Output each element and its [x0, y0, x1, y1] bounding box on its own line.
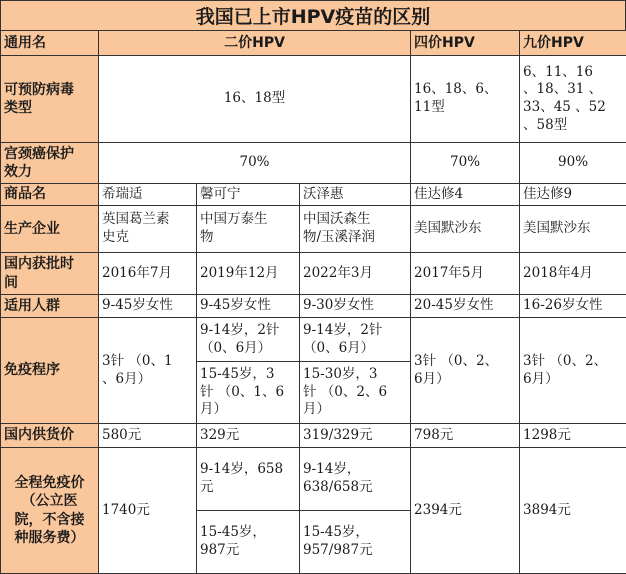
efficacy-quadrivalent: 70%	[411, 143, 520, 184]
table-row	[1, 184, 626, 206]
schedule-cell: 3针 （0、2、 6月）	[411, 318, 520, 424]
approval-cell: 2016年7月	[99, 253, 197, 295]
row-label-brand: 商品名	[1, 184, 99, 206]
approval-cell: 2022年3月	[300, 253, 411, 295]
schedule-cell: 9-14岁，2针 （0、6月）	[197, 318, 300, 362]
row-label-full-price: 全程免疫价 （公立医 院，不含接 种服务费）	[1, 448, 99, 574]
row-label-efficacy: 宫颈癌保护 效力	[1, 143, 99, 184]
table-row	[1, 424, 626, 448]
row-label-maker: 生产企业	[1, 206, 99, 253]
table-row	[1, 295, 626, 318]
table-row	[1, 253, 626, 295]
brand-cell: 佳达修4	[411, 184, 520, 206]
full-price-cell: 3894元	[520, 448, 626, 574]
row-label-types: 可预防病毒 类型	[1, 56, 99, 143]
maker-cell: 美国默沙东	[411, 206, 520, 253]
population-cell: 9-45岁女性	[197, 295, 300, 318]
efficacy-bivalent: 70%	[99, 143, 411, 184]
efficacy-nonavalent: 90%	[520, 143, 626, 184]
maker-cell: 中国万泰生 物	[197, 206, 300, 253]
row-label-population: 适用人群	[1, 295, 99, 318]
population-cell: 9-45岁女性	[99, 295, 197, 318]
row-label-schedule: 免疫程序	[1, 318, 99, 424]
full-price-cell: 15-45岁， 957/987元	[300, 511, 411, 574]
table-row	[1, 206, 626, 253]
row-label-common-name: 通用名	[1, 31, 99, 56]
table-row	[1, 31, 626, 56]
schedule-cell: 9-14岁，2针 （0、6月）	[300, 318, 411, 362]
table-row	[1, 143, 626, 184]
price-cell: 319/329元	[300, 424, 411, 448]
row-label-price: 国内供货价	[1, 424, 99, 448]
brand-cell: 沃泽惠	[300, 184, 411, 206]
header-quadrivalent: 四价HPV	[411, 31, 520, 56]
maker-cell: 英国葛兰素 史克	[99, 206, 197, 253]
types-bivalent: 16、18型	[99, 56, 411, 143]
maker-cell: 中国沃森生 物/玉溪泽润	[300, 206, 411, 253]
price-cell: 329元	[197, 424, 300, 448]
approval-cell: 2018年4月	[520, 253, 626, 295]
price-cell: 1298元	[520, 424, 626, 448]
schedule-cell: 15-45岁，3 针 （0、1、6 月）	[197, 362, 300, 424]
approval-cell: 2019年12月	[197, 253, 300, 295]
table-row	[1, 318, 626, 362]
approval-cell: 2017年5月	[411, 253, 520, 295]
table-row	[1, 56, 626, 143]
schedule-cell: 3针 （0、2、 6月）	[520, 318, 626, 424]
header-nonavalent: 九价HPV	[520, 31, 626, 56]
types-nonavalent: 6、11、16 、18、31 、 33、45 、52 、58型	[520, 56, 626, 143]
schedule-cell: 3针 （0、1 、6月）	[99, 318, 197, 424]
price-cell: 798元	[411, 424, 520, 448]
brand-cell: 希瑞适	[99, 184, 197, 206]
brand-cell: 佳达修9	[520, 184, 626, 206]
full-price-cell: 9-14岁，658 元	[197, 448, 300, 511]
table-row	[1, 448, 626, 511]
full-price-cell: 9-14岁， 638/658元	[300, 448, 411, 511]
full-price-cell: 15-45岁， 987元	[197, 511, 300, 574]
row-label-approval: 国内获批时 间	[1, 253, 99, 295]
table-title: 我国已上市HPV疫苗的区别	[0, 0, 626, 31]
population-cell: 20-45岁女性	[411, 295, 520, 318]
brand-cell: 馨可宁	[197, 184, 300, 206]
price-cell: 580元	[99, 424, 197, 448]
maker-cell: 美国默沙东	[520, 206, 626, 253]
header-bivalent: 二价HPV	[99, 31, 411, 56]
full-price-cell: 2394元	[411, 448, 520, 574]
schedule-cell: 15-30岁，3 针 （0、2、6 月）	[300, 362, 411, 424]
full-price-cell: 1740元	[99, 448, 197, 574]
comparison-table	[0, 30, 626, 574]
population-cell: 9-30岁女性	[300, 295, 411, 318]
types-quadrivalent: 16、18、6、 11型	[411, 56, 520, 143]
population-cell: 16-26岁女性	[520, 295, 626, 318]
